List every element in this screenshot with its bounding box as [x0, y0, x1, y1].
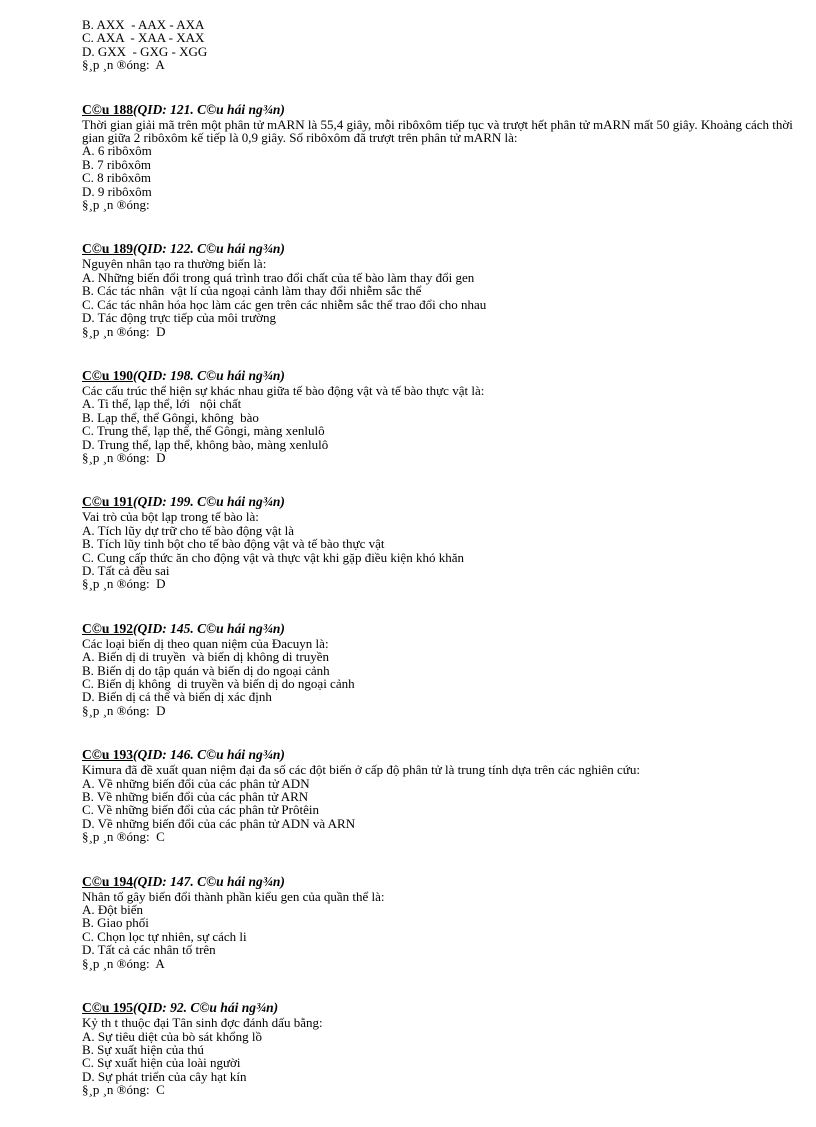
- question-stem: Vai trò của bột lạp trong tế bào là:: [82, 509, 259, 525]
- option-line: B. Các tác nhân vật lí của ngoại cảnh làm thay đổi nhiễm sắc thể: [82, 283, 422, 299]
- option-line: B. Biến dị do tập quán và biến dị do ngoại cảnh: [82, 662, 330, 678]
- option-line: D. Sự phát triển của cây hạt kín: [82, 1068, 247, 1084]
- option-line: A. Về những biến đổi của các phân tử ADN: [82, 775, 310, 791]
- question-block: [82, 747, 802, 843]
- answer-line: §¸p ¸n ®óng: D: [82, 449, 166, 465]
- option-line: C. Biến dị không di truyền và biến dị do ngoại cảnh: [82, 676, 355, 691]
- answer-line: §¸p ¸n ®óng: A: [82, 57, 165, 73]
- question-heading: [82, 747, 802, 763]
- question-block: [82, 494, 802, 590]
- option-line: D. Tác động trực tiếp của môi trường: [82, 310, 277, 326]
- question-stem: Thời gian giải mã trên một phân tử mARN là 55,4 giây, mỗi ribôxôm tiếp tục và trượt hết phân tử mARN mất 50 giây. Khoảng cách thời gian giữa 2 ribôxôm kế tiếp là 0,9 giây. Số ribôxôm đã trượt trên phân tử mARN là:: [82, 116, 793, 146]
- question-stem: Nhân tố gây biến đổi thành phần kiểu gen của quần thể là:: [82, 888, 385, 904]
- option-line: D. 9 ribôxôm: [82, 183, 152, 199]
- question-heading: [82, 621, 802, 637]
- option-line: C. 8 ribôxôm: [82, 170, 151, 186]
- option-line: B. Sự xuất hiện của thú: [82, 1041, 204, 1057]
- answer-line: §¸p ¸n ®óng: D: [82, 323, 166, 339]
- question-meta: (QID: 145. C©u hái ng¾n): [132, 620, 285, 636]
- question-stem: Các cấu trúc thể hiện sự khác nhau giữa tế bào động vật và tế bào thực vật là:: [82, 382, 485, 398]
- question-number: C©u 188: [82, 101, 133, 117]
- answer-line: §¸p ¸n ®óng: D: [82, 702, 166, 718]
- option-line: B. Giao phối: [82, 915, 149, 931]
- question-heading: [82, 102, 802, 118]
- option-line: B. Tích lũy tinh bột cho tế bào động vật và tế bào thực vật: [82, 536, 385, 552]
- question-number: C©u 195: [82, 1000, 133, 1016]
- option-line: C. Cung cấp thức ăn cho động vật và thực vật khi gặp điều kiện khó khăn: [82, 549, 464, 565]
- option-line: A. 6 ribôxôm: [82, 143, 152, 159]
- option-line: D. GXX - GXG - XGG: [82, 43, 208, 59]
- question-number: C©u 191: [82, 494, 133, 510]
- option-line: A. Sự tiêu diệt của bò sát khổng lồ: [82, 1028, 262, 1044]
- answer-line: §¸p ¸n ®óng:: [82, 197, 150, 213]
- option-line: A. Biến dị di truyền và biến dị không di truyền: [82, 649, 329, 665]
- answer-line: §¸p ¸n ®óng: A: [82, 955, 165, 971]
- question-number: C©u 194: [82, 873, 133, 889]
- question-meta: (QID: 198. C©u hái ng¾n): [132, 367, 285, 383]
- question-meta: (QID: 147. C©u hái ng¾n): [132, 873, 285, 889]
- option-line: C. AXA - XAA - XAX: [82, 30, 205, 46]
- question-block: [82, 621, 802, 717]
- question-number: C©u 193: [82, 747, 133, 763]
- question-meta: (QID: 122. C©u hái ng¾n): [132, 241, 285, 257]
- question-heading: [82, 874, 802, 890]
- option-line: C. Các tác nhân hóa học làm các gen trên các nhiễm sắc thể trao đổi cho nhau: [82, 296, 487, 312]
- option-line: A. Ti thể, lạp thể, lới nội chất: [82, 396, 242, 412]
- question-heading: [82, 494, 802, 510]
- question-block: [82, 368, 802, 464]
- question-number: C©u 189: [82, 241, 133, 257]
- question-number: C©u 190: [82, 367, 133, 383]
- question-stem: Kimura đã đề xuất quan niệm đại đa số các đột biến ở cấp độ phân tử là trung tính dựa trên các nghiên cứu:: [82, 762, 640, 778]
- answer-line: §¸p ¸n ®óng: C: [82, 1082, 165, 1098]
- question-meta: (QID: 146. C©u hái ng¾n): [132, 747, 285, 763]
- option-line: D. Biến dị cá thể và biến dị xác định: [82, 689, 272, 705]
- option-line: D. Tất cả đều sai: [82, 562, 170, 578]
- question-heading: [82, 368, 802, 384]
- previous-question-tail: [82, 18, 802, 72]
- question-stem: Nguyên nhân tạo ra thường biến là:: [82, 256, 267, 272]
- question-block: [82, 241, 802, 337]
- option-line: A. Những biến đổi trong quá trình trao đổi chất của tế bào làm thay đổi gen: [82, 269, 475, 285]
- option-line: B. 7 ribôxôm: [82, 156, 151, 172]
- option-line: A. Đột biến: [82, 902, 144, 918]
- option-line: B. Lạp thể, thể Gôngi, không bào: [82, 409, 259, 425]
- question-heading: [82, 1000, 802, 1016]
- option-line: A. Tích lũy dự trữ cho tế bào động vật là: [82, 522, 295, 538]
- question-block: [82, 874, 802, 970]
- option-line: D. Về những biến đổi của các phân tử ADN và ARN: [82, 815, 356, 831]
- question-block: [82, 1000, 802, 1096]
- answer-line: §¸p ¸n ®óng: C: [82, 829, 165, 845]
- answer-line: §¸p ¸n ®óng: D: [82, 576, 166, 592]
- option-line: D. Tất cả các nhân tố trên: [82, 942, 216, 958]
- question-heading: [82, 241, 802, 257]
- option-line: C. Sự xuất hiện của loài người: [82, 1055, 241, 1071]
- question-number: C©u 192: [82, 620, 133, 636]
- document-page: [82, 18, 802, 1127]
- question-block: [82, 102, 802, 212]
- question-stem: Các loại biến dị theo quan niệm của Đacuyn là:: [82, 635, 329, 651]
- question-meta: (QID: 121. C©u hái ng¾n): [132, 101, 285, 117]
- option-line: B. Về những biến đổi của các phân tử ARN: [82, 789, 309, 805]
- question-list: [82, 102, 802, 1097]
- option-line: B. AXX - AAX - AXA: [82, 17, 205, 32]
- question-meta: (QID: 199. C©u hái ng¾n): [132, 494, 285, 510]
- question-stem: Kỷ th t thuộc đại Tân sinh đợc đánh dấu bằng:: [82, 1015, 323, 1031]
- question-meta: (QID: 92. C©u hái ng¾n): [132, 1000, 279, 1016]
- option-line: C. Về những biến đổi của các phân tử Prôtêin: [82, 802, 319, 818]
- option-line: D. Trung thể, lạp thể, không bào, màng xenlulô: [82, 436, 329, 452]
- option-line: C. Trung thể, lạp thể, thể Gôngi, màng xenlulô: [82, 423, 325, 439]
- option-line: C. Chọn lọc tự nhiên, sự cách li: [82, 928, 247, 944]
